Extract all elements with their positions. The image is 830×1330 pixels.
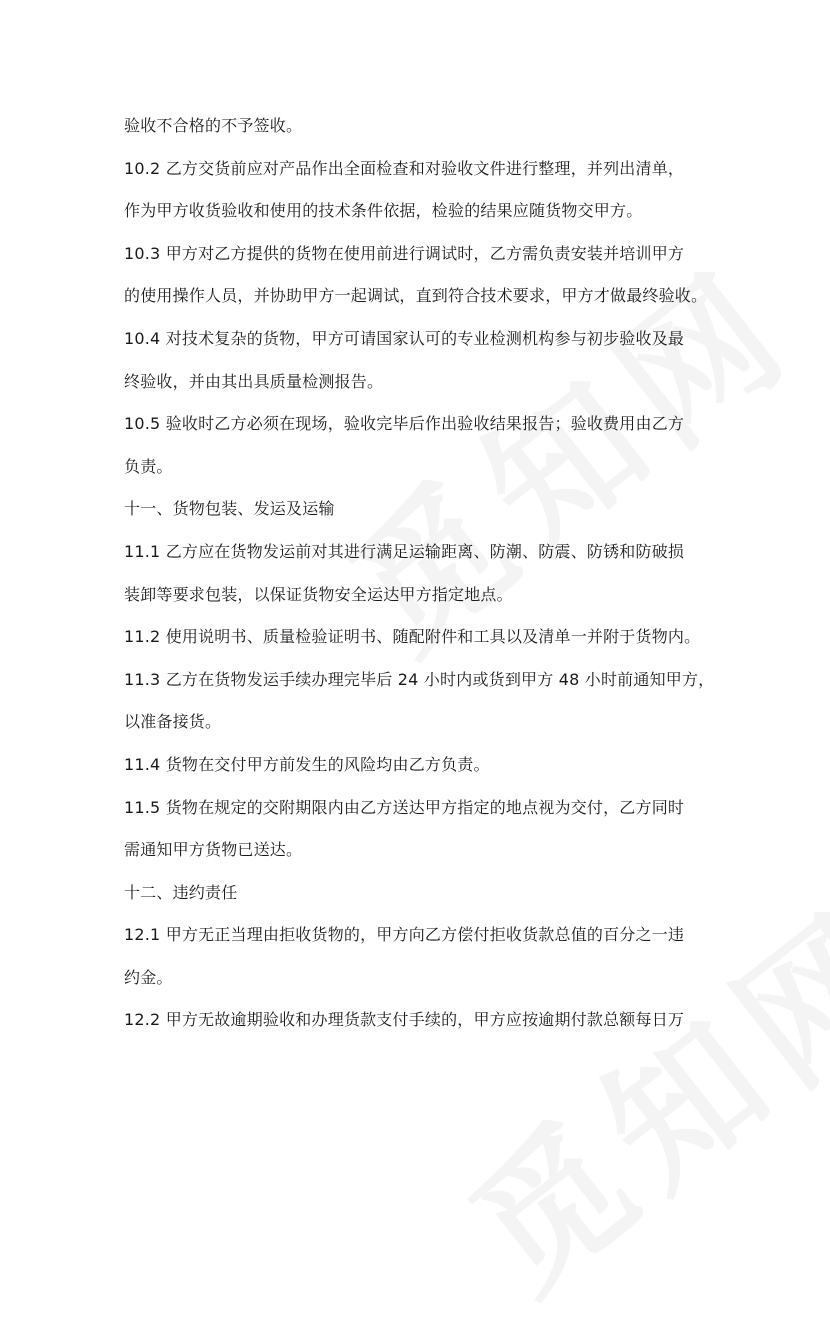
text-line: 以准备接货。 [124,712,222,732]
text-line: 需通知甲方货物已送达。 [124,840,303,860]
section-heading: 十二、违约责任 [124,882,238,902]
text-line: 负责。 [124,456,173,476]
text-line: 的使用操作人员，并协助甲方一起调试，直到符合技术要求，甲方才做最终验收。 [124,286,708,306]
section-heading: 十一、货物包装、发运及运输 [124,499,335,519]
text-line: 约金。 [124,967,173,987]
text-line: 11.2 使用说明书、质量检验证明书、随配附件和工具以及清单一并附于货物内。 [124,627,701,647]
text-line: 终验收，并由其出具质量检测报告。 [124,371,384,391]
text-line: 11.3 乙方在货物发运手续办理完毕后 24 小时内或货到甲方 48 小时前通知甲方， [124,669,715,689]
text-line: 装卸等要求包装，以保证货物安全运达甲方指定地点。 [124,584,513,604]
text-line: 12.2 甲方无故逾期验收和办理货款支付手续的，甲方应按逾期付款总额每日万 [124,1010,685,1030]
text-line: 10.4 对技术复杂的货物，甲方可请国家认可的专业检测机构参与初步验收及最 [124,328,685,348]
text-line: 12.1 甲方无正当理由拒收货物的，甲方向乙方偿付拒收货款总值的百分之一违 [124,925,685,945]
document-body [124,105,715,1042]
text-line: 11.5 货物在规定的交附期限内由乙方送达甲方指定的地点视为交付，乙方同时 [124,797,685,817]
text-line: 验收不合格的不予签收。 [124,116,303,135]
text-line: 10.5 验收时乙方必须在现场，验收完毕后作出验收结果报告；验收费用由乙方 [124,414,685,434]
text-line: 10.3 甲方对乙方提供的货物在使用前进行调试时，乙方需负责安装并培训甲方 [124,243,685,263]
text-line: 11.1 乙方应在货物发运前对其进行满足运输距离、防潮、防震、防锈和防破损 [124,541,685,561]
text-line: 作为甲方收货验收和使用的技术条件依据，检验的结果应随货物交甲方。 [124,201,643,221]
text-line: 11.4 货物在交付甲方前发生的风险均由乙方负责。 [124,754,490,774]
text-line: 10.2 乙方交货前应对产品作出全面检查和对验收文件进行整理，并列出清单， [124,158,685,178]
